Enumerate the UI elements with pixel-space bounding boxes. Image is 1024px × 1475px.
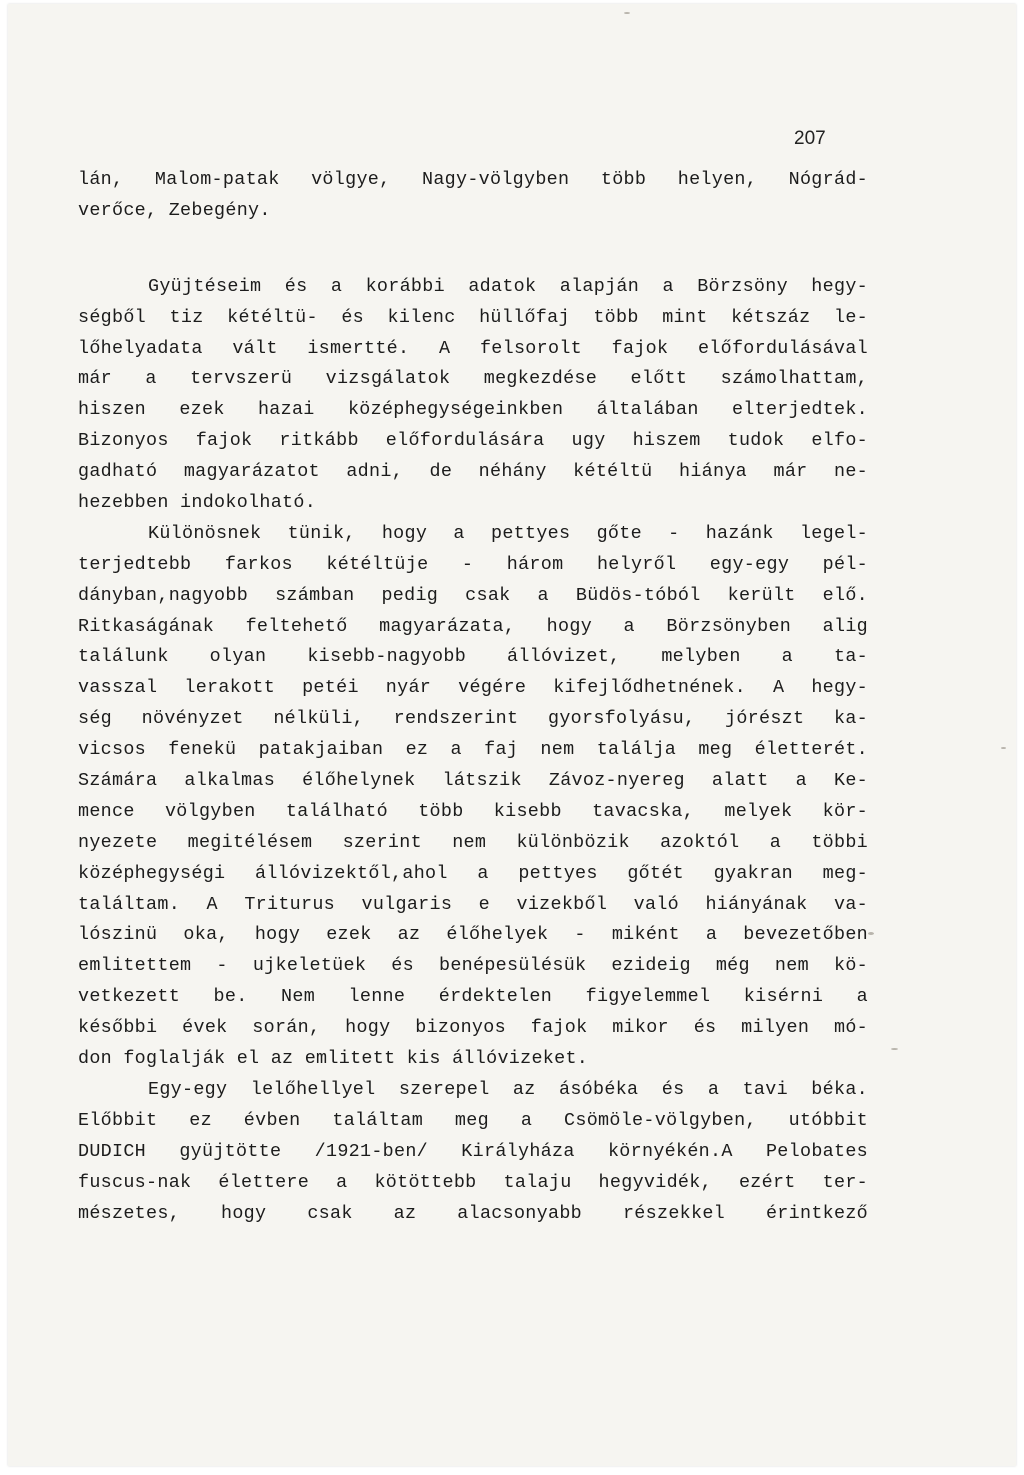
text-line: emlitettem - ujkeletüek és benépesülésük ezideig még nem kö- [78, 955, 868, 977]
text-line: Egy-egy lelőhellyel szerepel az ásóbéka és a tavi béka. [148, 1078, 868, 1100]
text-line: gadható magyarázatot adni, de néhány kétéltü hiánya már ne- [78, 461, 868, 483]
text-line: don foglalják el az emlitett kis állóvizeket. [78, 1048, 589, 1070]
text-line: lán, Malom-patak völgye, Nagy-völgyben több helyen, Nógrád- [78, 169, 868, 190]
paper-speck [624, 12, 630, 14]
text-line: verőce, Zebegény. [78, 199, 271, 221]
text-line: Ritkaságának feltehető magyarázata, hogy a Börzsönyben alig [78, 615, 868, 637]
text-line: mészetes, hogy csak az alacsonyabb részekkel érintkező [78, 1202, 868, 1224]
text-line: Különösnek tünik, hogy a pettyes gőte - hazánk legel- [148, 522, 868, 544]
page-number: 207 [794, 128, 826, 149]
text-line: Gyüjtéseim és a korábbi adatok alapján a Börzsöny hegy- [148, 275, 868, 297]
text-line: későbbi évek során, hogy bizonyos fajok mikor és milyen mó- [78, 1017, 868, 1039]
paper-speck [891, 1048, 898, 1050]
paper-speck [1001, 747, 1006, 749]
text-line: nyezete megitélésem szerint nem különbözik azoktól a többi [78, 831, 868, 853]
text-line: hiszen ezek hazai középhegységeinkben általában elterjedtek. [78, 399, 868, 421]
text-line: Számára alkalmas élőhelynek látszik Závoz-nyereg alatt a Ke- [78, 770, 868, 792]
text-line: terjedtebb farkos kétéltüje - három helyről egy-egy pél- [78, 553, 868, 575]
text-line: vicsos fenekü patakjaiban ez a faj nem találja meg életterét. [78, 739, 868, 761]
text-line: lószinü oka, hogy ezek az élőhelyek - miként a bevezetőben [78, 924, 868, 946]
text-line: vetkezett be. Nem lenne érdektelen figyelemmel kisérni a [78, 986, 868, 1008]
text-line: Előbbit ez évben találtam meg a Csömöle-völgyben, utóbbit [78, 1109, 868, 1131]
text-line: ségből tiz kétéltü- és kilenc hüllőfaj több mint kétszáz le- [78, 306, 868, 328]
text-line: találunk olyan kisebb-nagyobb állóvizet, melyben a ta- [78, 646, 868, 668]
text-line: Bizonyos fajok ritkább előfordulására ugy hiszem tudok elfo- [78, 430, 868, 452]
text-line: középhegységi állóvizektől,ahol a pettyes gőtét gyakran meg- [78, 862, 868, 884]
paper-speck [868, 932, 874, 935]
text-line: találtam. A Triturus vulgaris e vizekből való hiányának va- [78, 893, 868, 915]
text-line: lőhelyadata vált ismertté. A felsorolt fajok előfordulásával [78, 337, 868, 359]
text-line: dányban,nagyobb számban pedig csak a Büdös-tóból került elő. [78, 584, 868, 606]
text-line: vasszal lerakott petéi nyár végére kifejlődhetnének. A hegy- [78, 677, 868, 699]
text-line: fuscus-nak élettere a kötöttebb talaju hegyvidék, ezért ter- [78, 1171, 868, 1193]
text-line: DUDICH gyüjtötte /1921-ben/ Királyháza környékén.A Pelobates [78, 1140, 868, 1162]
document-page [8, 4, 1016, 1466]
body-text [78, 165, 868, 1229]
text-line: ség növényzet nélküli, rendszerint gyorsfolyásu, jórészt ka- [78, 708, 868, 730]
text-line: mence völgyben található több kisebb tavacska, melyek kör- [78, 800, 868, 822]
paragraph-gap [78, 227, 868, 272]
text-line: hezebben indokolható. [78, 492, 317, 514]
text-line: már a tervszerü vizsgálatok megkezdése előtt számolhattam, [78, 368, 868, 390]
